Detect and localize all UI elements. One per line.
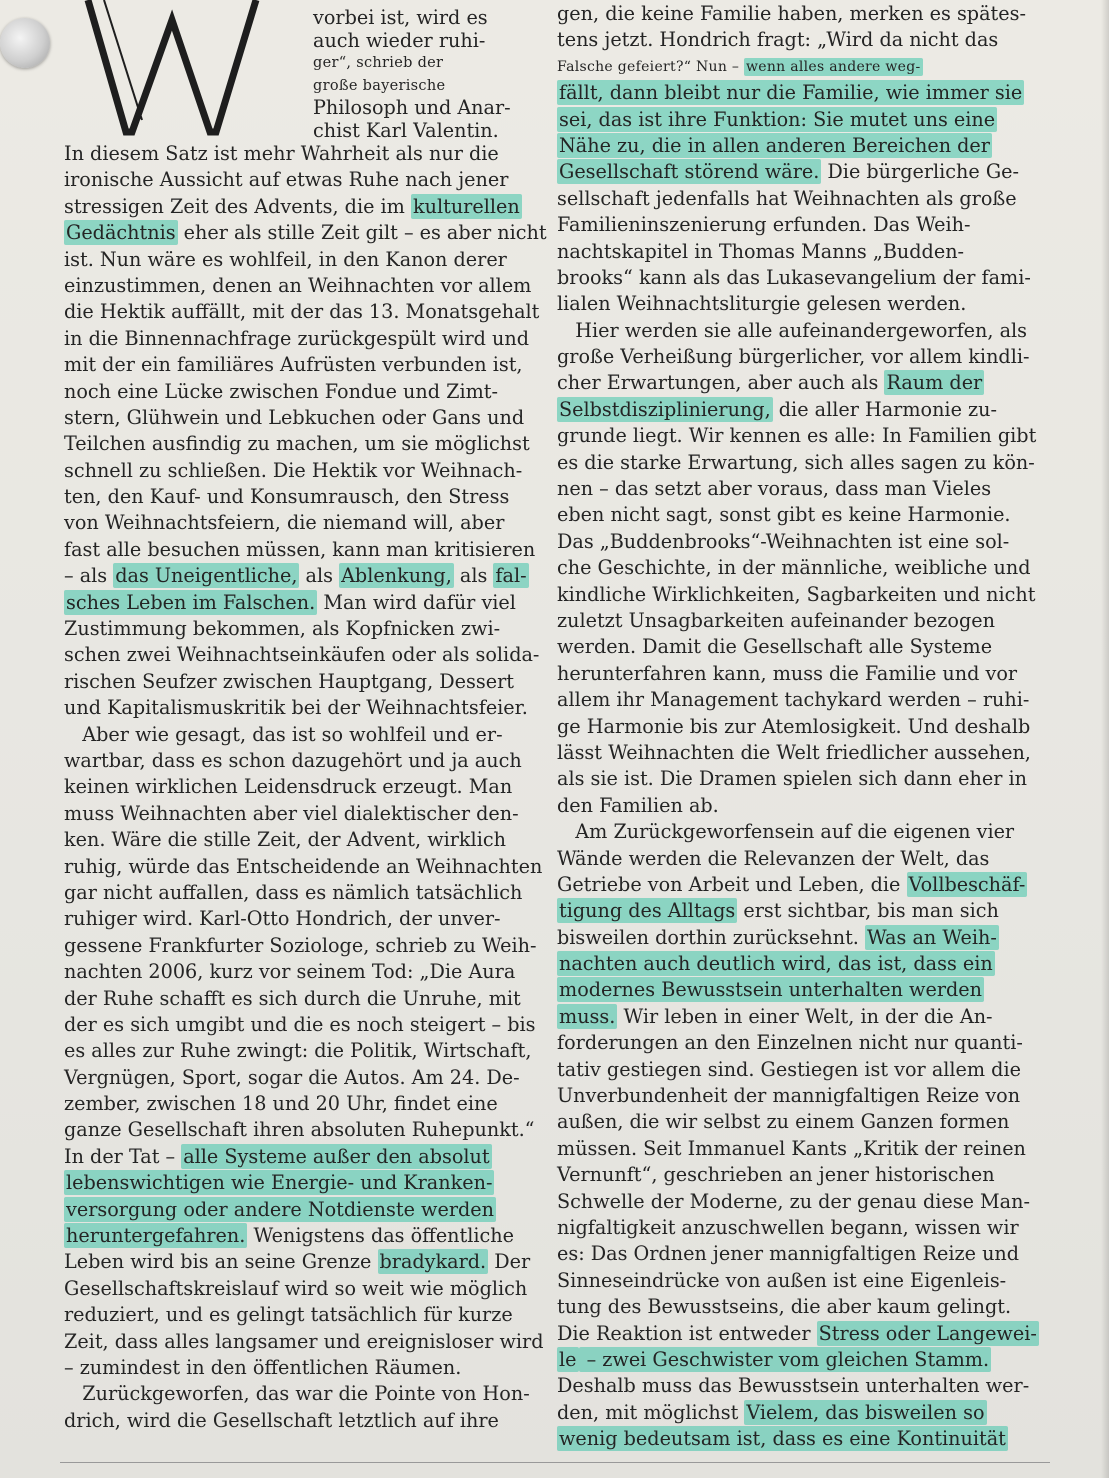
text-line [64,959,534,985]
text-line [64,326,534,352]
text-segment: Schwelle der Moderne, zu der genau diese Man- [557,1189,1030,1213]
text-segment: stressigen Zeit des Advents, die im [64,194,411,218]
text-line [64,1065,534,1091]
text-segment: Leben wird bis an seine Grenze [64,1250,378,1274]
text-line [557,239,1097,265]
highlighted-phrase: muss. [559,1004,616,1028]
text-line [557,714,1097,740]
text-segment: der es sich umgibt und die es noch steigert – bis [64,1012,536,1036]
text-line [557,1057,1097,1083]
text-segment: ironische Aussicht auf etwas Ruhe nach jener [64,168,509,192]
text-segment: brooks“ kann als das Lukasevangelium der fami- [557,265,1031,289]
text-segment: nen – das setzt aber voraus, dass man Vieles [557,477,992,501]
text-segment: eben nicht sagt, sonst gibt es keine Harmonie. [557,503,1011,527]
text-line [557,133,1097,159]
text-line [64,1197,534,1223]
text-segment: ken. Wäre die stille Zeit, der Advent, wirklich [64,828,506,852]
text-line [557,793,1097,819]
text-line [64,695,534,721]
text-line [64,352,534,378]
text-line [64,722,534,748]
text-segment: als [299,564,340,588]
text-segment: zember, zwischen 18 und 20 Uhr, findet eine [64,1092,498,1116]
text-segment: wartbar, dass es schon dazugehört und ja auch [64,748,522,772]
text-line [557,661,1097,687]
text-segment: eher als stille Zeit gilt – es aber nicht [177,221,547,245]
highlighted-phrase: Gesellschaft störend wäre. [559,160,820,184]
text-segment: Gesellschaftskreislauf wird so weit wie möglich [64,1276,528,1300]
text-segment: Teilchen ausfindig zu machen, um sie möglichst [64,432,530,456]
text-segment: große Verheißung bürgerlicher, vor allem kindli- [557,345,1030,369]
text-line [557,1189,1097,1215]
text-segment: noch eine Lücke zwischen Fondue und Zimt- [64,379,498,403]
text-line [557,1373,1097,1399]
highlighted-phrase: heruntergefahren. [66,1224,246,1248]
highlighted-phrase: tigung des Alltags [559,899,736,923]
text-line [557,423,1097,449]
text-segment: müssen. Seit Immanuel Kants „Kritik der reinen [557,1136,1026,1160]
text-line [64,1223,534,1249]
text-line [557,608,1097,634]
text-line [557,1,1097,27]
text-line [64,1170,534,1196]
text-line [64,933,537,959]
text-line [64,1408,534,1434]
text-line [557,1136,1097,1162]
text-line [64,484,534,510]
highlighted-phrase: bradykard. [379,1250,487,1274]
text-line [557,1347,1097,1373]
text-line [557,318,1097,344]
text-segment: gessene Frankfurter Soziologe, schrieb zu Weih- [64,933,537,957]
text-line [557,555,1097,581]
text-line [313,7,511,30]
text-line [557,846,1097,872]
text-segment: ruhig, würde das Entscheidende an Weihnachten [64,854,543,878]
text-segment: Familieninszenierung erfunden. Das Weih- [557,213,971,237]
text-line [64,431,534,457]
text-line [557,1400,1097,1426]
text-segment: gen, die keine Familie haben, merken es spätes- [557,2,1026,25]
text-line [64,748,534,774]
text-segment: der Ruhe schafft es sich durch die Unruhe, mit [64,986,521,1010]
text-line [64,273,534,299]
text-segment: es alles zur Ruhe zwingt: die Politik, Wirtschaft, [64,1039,532,1063]
text-segment: lässt Weihnachten die Welt friedlicher aussehen, [557,740,1031,764]
text-segment: ge Harmonie bis zur Atemlosigkeit. Und deshalb [557,714,1031,738]
text-line [64,801,534,827]
text-line [64,458,534,484]
text-line [64,167,534,193]
text-line [64,405,534,431]
text-segment: Vergnügen, Sport, sogar die Autos. Am 24. De- [64,1065,520,1089]
highlighted-phrase: alle Systeme außer den absolut [183,1144,490,1168]
highlighted-phrase: das Uneigentliche, [115,564,298,588]
text-segment: Zurückgeworfen, das war die Pointe von Hon- [64,1382,530,1406]
text-segment: grunde liegt. Wir kennen es alle: In Familien gibt [557,424,1037,448]
text-line [557,27,1097,53]
text-line [313,52,511,75]
page-fold-shadow [1101,0,1109,1478]
text-segment: als sie ist. Die Dramen spielen sich dann eher in [557,767,1027,791]
text-segment: tung des Bewusstseins, die aber kaum gelingt. [557,1295,1012,1319]
text-segment: gar nicht auffallen, dass es nämlich tatsächlich [64,880,523,904]
text-line [557,1294,1097,1320]
text-line [557,951,1097,977]
highlighted-phrase: Raum der [886,371,983,395]
text-segment: allem ihr Management tachykard werden – ruhi- [557,688,1030,712]
text-segment: Hier werden sie alle aufeinandergeworfen, als [557,318,1028,342]
text-segment: einzustimmen, denen an Weihnachten vor allem [64,273,532,297]
highlighted-phrase: Was an Weih- [867,925,997,949]
text-line [557,1241,1097,1267]
text-line [557,687,1097,713]
text-segment: in die Binnennachfrage zurückgespült wird und [64,326,530,350]
text-line [557,1030,1097,1056]
text-segment: Zustimmung bekommen, als Kopfnicken zwi- [64,617,501,641]
text-segment: stern, Glühwein und Lebkuchen oder Gans und [64,405,525,429]
text-segment: Sinneseindrücke von außen ist eine Eigenleis- [557,1268,1007,1292]
text-segment: tens jetzt. Hondrich fragt: „Wird da nicht das [557,28,999,52]
text-line [557,819,1097,845]
text-segment: es die starke Erwartung, sich alles sagen zu kön- [557,450,1035,474]
text-line [557,1426,1097,1452]
text-line [64,669,534,695]
text-segment: ger“, schrieb der [313,55,444,71]
text-segment: In diesem Satz ist mehr Wahrheit als nur die [64,142,499,165]
highlighted-phrase: Vielem, das bisweilen so [746,1400,985,1424]
highlighted-phrase: fällt, dann bleibt nur die Familie, wie immer sie [559,81,1023,105]
text-segment: den Familien ab. [557,793,719,817]
text-segment: Deshalb muss das Bewusstsein unterhalten wer- [557,1374,1030,1398]
text-line [64,1038,534,1064]
text-segment: auch wieder ruhi- [313,28,486,52]
text-line [64,1302,534,1328]
highlighted-phrase: sches Leben im Falschen. [66,590,316,614]
text-segment: drich, wird die Gesellschaft letztlich auf ihre [64,1408,499,1432]
highlighted-phrase: Gedächtnis [66,221,176,245]
text-segment: die aller Harmonie zu- [772,397,997,421]
intro-text [313,7,511,142]
text-line [64,1249,534,1275]
text-segment: als [453,564,494,588]
highlighted-phrase: wenig bedeutsam ist, dass es eine Kontinuität [559,1427,1006,1451]
fridge-magnet [0,18,50,68]
text-line [557,265,1097,291]
text-line [64,1355,534,1381]
text-segment: Wir leben in einer Welt, in der die An- [617,1004,993,1028]
text-line [64,247,534,273]
text-line [64,194,534,220]
text-line [557,1004,1097,1030]
text-line [557,1215,1097,1241]
text-line [557,898,1097,924]
text-line [64,906,534,932]
highlighted-phrase: le [559,1347,577,1371]
text-segment: – zumindest in den öffentlichen Räumen. [64,1355,462,1379]
text-segment: fast alle besuchen müssen, kann man kritisieren [64,537,536,561]
text-line [64,1091,534,1117]
article-column-right [557,1,1097,1452]
text-line [64,642,540,668]
text-segment: Unverbundenheit der mannigfaltigen Reize von [557,1084,1021,1108]
text-line [557,1083,1097,1109]
text-line [64,510,534,536]
text-line [64,1329,544,1355]
highlighted-phrase: wenn alles andere weg- [745,58,921,75]
text-segment: In der Tat – [64,1144,182,1168]
text-segment: vorbei ist, wird es [313,6,488,29]
text-line [64,1381,534,1407]
text-line [64,1117,534,1143]
text-segment: die Hektik auffällt, mit der das 13. Monatsgehalt [64,300,540,324]
text-line [557,925,1097,951]
text-segment: muss Weihnachten aber viel dialektischer den- [64,801,519,825]
highlighted-phrase: Vollbeschäf- [908,872,1026,896]
text-line [557,1109,1097,1135]
highlighted-phrase: Ablenkung, [341,564,452,588]
highlighted-phrase: Selbstdisziplinierung, [559,397,771,421]
drop-cap-initial [84,0,314,140]
text-line [557,159,1097,185]
text-line [557,766,1097,792]
text-line [557,634,1097,660]
text-segment: zuletzt Unsagbarkeiten aufeinander bezogen [557,608,995,632]
text-line [557,502,1097,528]
text-segment: che Geschichte, in der männliche, weibliche und [557,556,1031,580]
text-segment: ist. Nun wäre es wohlfeil, in den Kanon derer [64,247,507,271]
text-segment: außen, die wir selbst zu einem Ganzen formen [557,1110,1010,1134]
text-line [64,220,547,246]
text-line [557,186,1097,212]
text-segment: tativ gestiegen sind. Gestiegen ist vor allem die [557,1057,1021,1081]
text-line [64,299,540,325]
text-segment: sellschaft jedenfalls hat Weihnachten als große [557,186,1017,210]
text-line [64,1276,534,1302]
text-line [557,1268,1097,1294]
text-line [557,397,1097,423]
text-segment: Vernunft“, geschrieben an jener historischen [557,1163,995,1187]
text-line [64,616,534,642]
text-segment: Das „Buddenbrooks“-Weihnachten ist eine sol- [557,529,1010,553]
text-segment: nachtskapitel in Thomas Manns „Budden- [557,239,965,263]
text-segment: nachten 2006, kurz vor seinem Tod: „Die Aura [64,960,516,984]
text-segment: es: Das Ordnen jener mannigfaltigen Reize und [557,1242,1020,1266]
text-line [64,1144,534,1170]
text-line [557,54,1097,80]
text-segment: Falsche gefeiert?“ Nun – [557,58,744,75]
text-line [64,1012,534,1038]
highlighted-phrase: sei, das ist ihre Funktion: Sie mutet uns eine [559,107,996,131]
text-line [64,590,534,616]
text-line [313,120,511,143]
text-line [557,450,1097,476]
text-line [557,582,1097,608]
text-line [557,476,1097,502]
text-line [557,291,1097,317]
text-line [64,854,543,880]
text-line [557,80,1097,106]
highlighted-phrase: kulturellen [412,194,520,218]
text-segment: Man wird dafür viel [317,590,516,614]
text-line [557,872,1097,898]
text-line [64,986,534,1012]
text-line [557,212,1097,238]
text-line [64,880,534,906]
text-line [557,740,1097,766]
text-segment: mit der ein familiäres Aufrüsten verbunden ist, [64,353,523,377]
text-line [557,107,1097,133]
text-segment: Die bürgerliche Ge- [821,160,1020,184]
text-segment: Zeit, dass alles langsamer und ereignisloser wird [64,1329,544,1353]
article-column-left [64,141,547,1434]
text-segment: Wände werden die Relevanzen der Welt, das [557,846,990,870]
text-segment: schen zwei Weihnachtseinkäufen oder als solida- [64,643,540,667]
text-segment: von Weihnachtsfeiern, die niemand will, aber [64,511,505,535]
text-segment: erst sichtbar, bis man sich [737,899,999,923]
highlighted-phrase: fal- [495,564,527,588]
text-line [64,563,534,589]
text-line [557,529,1097,555]
text-segment: werden. Damit die Gesellschaft alle Systeme [557,635,993,659]
text-segment: Philosoph und Anar- [313,96,511,119]
highlighted-phrase: modernes Bewusstsein unterhalten werden [559,978,983,1002]
highlighted-phrase: Stress oder Langewei- [818,1321,1037,1345]
text-line [64,774,534,800]
text-segment: und Kapitalismuskritik bei der Weihnachtsfeier. [64,696,528,720]
text-line [64,827,534,853]
text-segment: ganze Gesellschaft ihren absoluten Ruhepunkt.“ [64,1118,535,1142]
text-segment: chist Karl Valentin. [313,118,499,142]
text-segment: cher Erwartungen, aber auch als [557,371,885,395]
text-segment: bisweilen dorthin zurücksehnt. [557,925,865,949]
text-segment: Der [488,1250,531,1274]
text-segment: den, mit möglichst [557,1400,745,1424]
bottom-rule [60,1462,1050,1463]
text-segment: – als [64,564,114,588]
text-line [557,370,1097,396]
text-line [557,1162,1097,1188]
text-segment: Am Zurückgeworfensein auf die eigenen vier [557,820,1015,844]
highlighted-phrase: versorgung oder andere Notdienste werden [66,1197,494,1221]
text-segment: kindliche Wirklichkeiten, Sagbarkeiten und nicht [557,582,1036,606]
text-segment: herunterfahren kann, muss die Familie und vor [557,661,1018,685]
highlighted-phrase: Nähe zu, die in allen anderen Bereichen der [559,133,990,157]
highlighted-phrase: – zwei Geschwister vom gleichen Stamm. [580,1347,990,1371]
text-segment: keinen wirklichen Leidensdruck erzeugt. Man [64,775,513,799]
text-segment: schnell zu schließen. Die Hektik vor Weihnach- [64,458,523,482]
text-segment: ruhiger wird. Karl-Otto Hondrich, der unver- [64,907,501,931]
text-line [557,977,1097,1003]
text-line [313,75,511,98]
text-line [557,344,1097,370]
text-line [64,537,534,563]
text-segment: große bayerische [313,77,446,94]
highlighted-phrase: lebenswichtigen wie Energie- und Kranken- [66,1171,493,1195]
text-line [313,97,511,120]
text-segment: lialen Weihnachtsliturgie gelesen werden. [557,292,967,316]
text-segment: Die Reaktion ist entweder [557,1321,817,1345]
text-line [313,30,511,53]
text-segment: forderungen an den Einzelnen nicht nur quanti- [557,1031,1023,1055]
text-segment: rischen Seufzer zwischen Hauptgang, Dessert [64,669,514,693]
text-segment: nigfaltigkeit anzuschwellen begann, wissen wir [557,1215,1019,1239]
text-line [64,141,534,167]
text-segment: Aber wie gesagt, das ist so wohlfeil und er- [64,722,503,746]
text-segment: Wenigstens das öffentliche [247,1224,514,1248]
text-segment: reduziert, und es gelingt tatsächlich für kurze [64,1303,513,1327]
text-line [64,379,534,405]
text-line [557,1321,1097,1347]
highlighted-phrase: nachten auch deutlich wird, das ist, dass ein [559,952,993,976]
text-segment: ten, den Kauf- und Konsumrausch, den Stress [64,485,510,509]
text-segment: Getriebe von Arbeit und Leben, die [557,872,907,896]
